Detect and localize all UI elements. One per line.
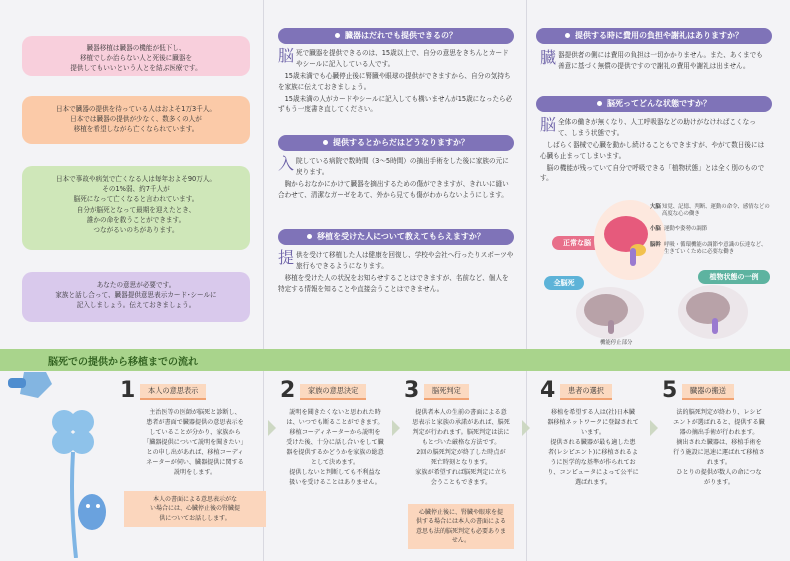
step-number-1: 1 bbox=[120, 378, 136, 403]
answer-cost: 臓器提供者の側には費用の負担は一切かかりません。また、あくまでも善意に基づく無償の提供ですので謝礼の費用や謝礼は出ません。 bbox=[540, 48, 763, 70]
step-body-3: 提供者本人の生前の書面による意 思表示と家族の承諾があれば、脳死 判定が行われます。脳死判定は法に もとづいた厳格な方法です。 2回の脳死判定が終了した時点が 死亡時刻となります。 家族が希望すれば脳死判定に立ち 会うこともできます。 bbox=[412, 409, 510, 487]
label-whole-brain-death: 全脳死 bbox=[544, 276, 584, 290]
intro-text-braindeath: 日本で事故や病気で亡くなる人は毎年およそ90万人。 その1%弱、約7千人が 脳死になって亡くなると言われています。 自分が脳死となって最期を迎えたとき、 誰かの命を救うことができます。 つながるいのちがあります。 bbox=[55, 175, 217, 235]
step-label-5: 臓器の搬送 bbox=[682, 384, 734, 400]
heading-recipients: 移植を受けた人について教えてもらえますか？ bbox=[278, 229, 514, 245]
vegetative-brain-illustration bbox=[676, 284, 750, 340]
heading-body-after: 提供するとからだはどうなりますか？ bbox=[278, 135, 514, 151]
step-number-5: 5 bbox=[662, 378, 678, 403]
step-label-3: 脳死判定 bbox=[424, 384, 469, 400]
flow-arrow-2 bbox=[392, 420, 400, 436]
label-vegetative-state: 植物状態の一例 bbox=[698, 270, 770, 284]
step-body-4: 移植を希望する人は(社)日本臓 器移植ネットワークに登録されて います。 提供される臓器が最も適した患 者(レシピエント)に移植されるよ うに医学的な基準が作られてお り、コンピュータによって公平に 選ばれます。 bbox=[547, 409, 639, 487]
step-note-1: 本人の書面による意思表示がな い場合には、心臓停止後の腎臓提 供についてお話しします。 bbox=[124, 491, 266, 527]
fold-line-2 bbox=[526, 0, 527, 561]
step-label-2: 家族の意思決定 bbox=[300, 384, 366, 400]
step-number-2: 2 bbox=[280, 378, 296, 403]
step-label-4: 患者の選択 bbox=[560, 384, 612, 400]
desc-cerebrum: 知覚、記憶、判断、運動の命令、感情などの高度な心の働き bbox=[662, 204, 770, 218]
intro-text-definition: 臓器移植は臓器の機能が低下し、 移植でしか治らない人と死後に臓器を 提供してもいいという人とを結ぶ医療です。 bbox=[70, 44, 202, 73]
step-body-1: 主治医等の医師が脳死と診断し、 患者が書面で臓器提供の意思表示を していることが分かり、家族から 「臓器提供について説明を聞きたい」 との申し出があれば、移植コーディ ネーターが伺い、臓器提供に関する 説明をします。 bbox=[143, 409, 247, 477]
label-function-stopped: 機能停止部分 bbox=[600, 340, 633, 346]
answer-body-after: 入院している病院で数時間（3～5時間）の摘出手術をした後に家族の元に戻ります。 胸からおなかにかけて臓器を摘出するための傷ができますが、きれいに縫い合わせて、清潔なガーゼをあて、外から見ても傷がわからないようにします。 bbox=[278, 154, 509, 199]
flow-title: 脳死での提供から移植までの流れ bbox=[48, 357, 198, 368]
label-normal-brain: 正常な脳 bbox=[552, 236, 602, 250]
label-cerebrum: 大脳 bbox=[650, 204, 661, 210]
heading-cost: 提供する時に費用の負担や謝礼はありますか？ bbox=[536, 28, 772, 44]
intro-text-intention: あなたの意思が必要です。 家族と話し合って、臓器提供意思表示カード･シールに 記入しましょう。伝えておきましょう。 bbox=[55, 281, 217, 310]
desc-cerebellum: 運動や姿勢の調節 bbox=[664, 226, 708, 232]
clover-watering-illustration bbox=[6, 372, 110, 558]
answer-recipients: 提供を受けて移植した人は健康を回復し、学校や会社へ行ったりスポーツや旅行もできるようになります。 移植を受けた人の状況をお知らせすることはできますが、名前など、個人を特定する情報を知ることや直接会うことはできません。 bbox=[278, 248, 514, 293]
step-number-4: 4 bbox=[540, 378, 556, 403]
desc-brainstem: 呼吸・循環機能の調節や意識の伝達など、生きていくために必要な働き bbox=[664, 242, 767, 256]
step-body-5: 法的脳死判定が終わり、レシピ エントが選ばれると、提供する臓 器の摘出手術が行われます。 摘出された臓器は、移植手術を 行う施設に迅速に運ばれて移植さ れます。 ひとりの提供が数人の命につな がります。 bbox=[673, 409, 765, 487]
answer-braindeath: 脳全体の働きが無くなり、人工呼吸器などの助けがなければこくなって、しまう状態です。 しばらく器械で心臓を動かし続けることもできますが、やがて数日後には心臓も止まってしまいます。 脳の機能が残っていて自分で呼吸できる「植物状態」とは全く別のものです。 bbox=[540, 115, 765, 183]
heading-braindeath: 脳死ってどんな状態ですか？ bbox=[536, 96, 772, 112]
step-body-2: 説明を聞きたくないと思われた時 は、いつでも断ることができます。 移植コーディネーターから説明を 受けた後、十分に話し合いをして臓 器を提供するかどうかを家族の総意 として決めます。 提供しないと判断しても不利益な 扱いを受けることはありません。 bbox=[286, 409, 384, 487]
intro-box-intention bbox=[22, 272, 250, 322]
label-brainstem: 脳幹 bbox=[650, 242, 661, 248]
intro-box-definition bbox=[22, 36, 250, 76]
label-cerebellum: 小脳 bbox=[650, 226, 661, 232]
dead-brain-illustration bbox=[574, 286, 646, 340]
answer-who-can-donate: 脳死で臓器を提供できるのは、15歳以上で、自分の意思をきちんとカードやシールに記入している人です。 15歳未満でも心臓停止後に腎臓や眼球の提供ができますから、自分の気持ちを家族に伝えておきましょう。 15歳未満の人がカードやシールに記入しても構いませんが15歳になったら必ずもう一度書き直してください。 bbox=[278, 46, 513, 114]
step-label-1: 本人の意思表示 bbox=[140, 384, 206, 400]
step-note-3: 心臓停止後に、腎臓や眼球を提 供する場合には本人の書面による 意思も法的脳死判定も必要ありま せん。 bbox=[408, 504, 514, 549]
intro-box-braindeath bbox=[22, 166, 250, 250]
step-number-3: 3 bbox=[404, 378, 420, 403]
heading-who-can-donate: 臓器はだれでも提供できるの？ bbox=[278, 28, 514, 44]
flow-arrow-1 bbox=[268, 420, 276, 436]
intro-box-waiting bbox=[22, 96, 250, 144]
flow-arrow-3 bbox=[522, 420, 530, 436]
flow-arrow-4 bbox=[650, 420, 658, 436]
intro-text-waiting: 日本で臓器の提供を待っている人はおよそ1万3千人。 日本では臓器の提供が少なく、数多くの人が 移植を希望しながら亡くなられています。 bbox=[55, 105, 217, 134]
